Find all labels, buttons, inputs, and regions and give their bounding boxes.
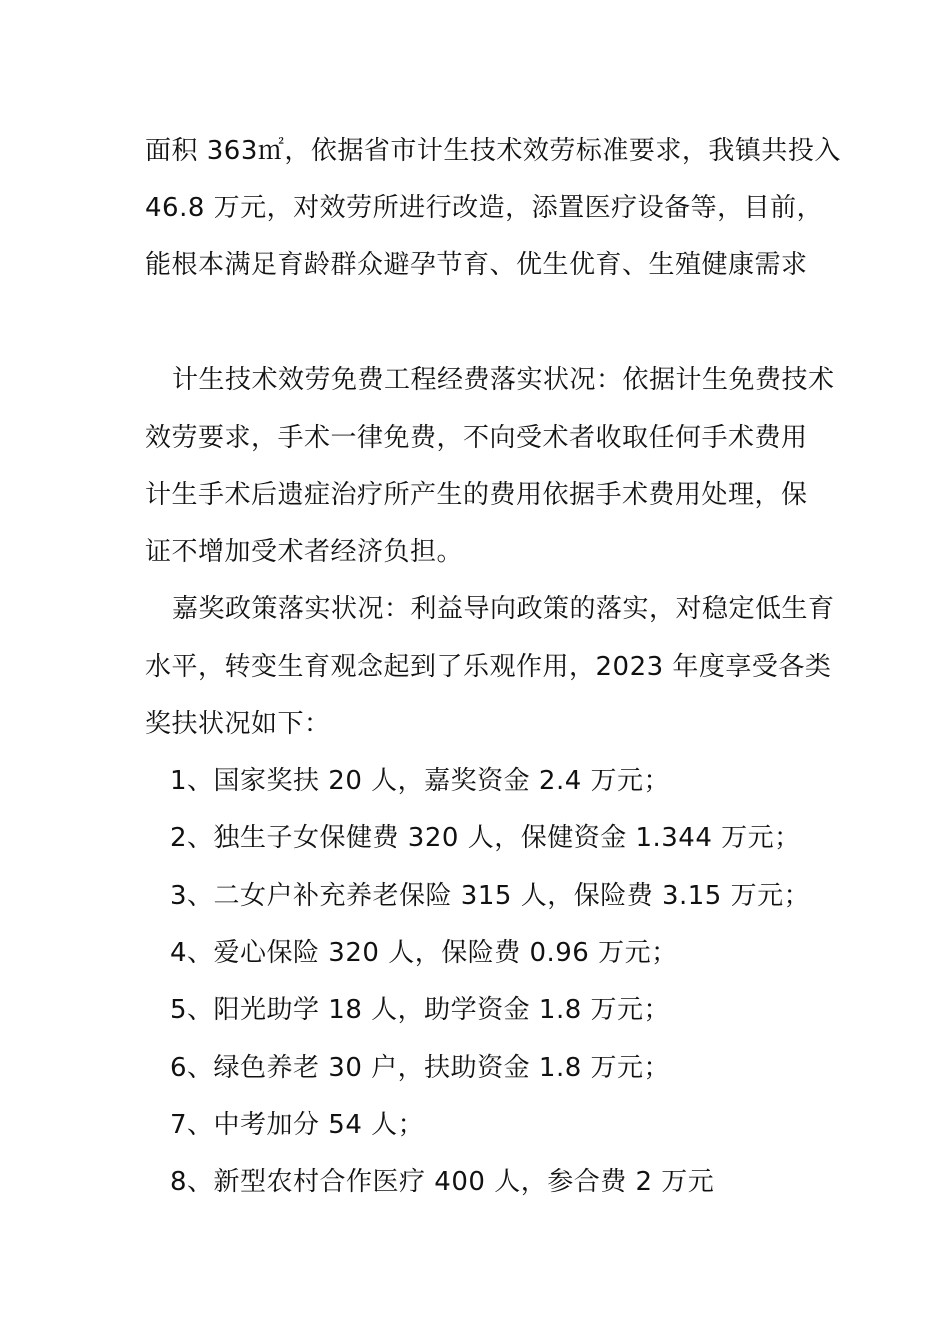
list-item: 3、二女户补充养老保险 315 人，保险费 3.15 万元； [170, 881, 811, 911]
list-item: 1、国家奖扶 20 人，嘉奖资金 2.4 万元； [170, 766, 671, 796]
paragraph-1-line-1: 面积 363㎡，依据省市计生技术效劳标准要求，我镇共投入 [145, 136, 841, 166]
paragraph-1-line-2: 46.8 万元，对效劳所进行改造，添置医疗设备等，目前， [145, 193, 824, 223]
list-item: 7、中考加分 54 人； [170, 1110, 425, 1140]
list-item: 5、阳光助学 18 人，助学资金 1.8 万元； [170, 995, 671, 1025]
paragraph-3-line-1: 嘉奖政策落实状况：利益导向政策的落实，对稳定低生育 [172, 594, 835, 624]
paragraph-3-line-3: 奖扶状况如下： [145, 709, 331, 739]
paragraph-2-line-3: 计生手术后遗症治疗所产生的费用依据手术费用处理，保 [145, 480, 808, 510]
paragraph-2-line-1: 计生技术效劳免费工程经费落实状况：依据计生免费技术 [172, 365, 835, 395]
paragraph-2-line-4: 证不增加受术者经济负担。 [145, 537, 464, 567]
list-item: 8、新型农村合作医疗 400 人，参合费 2 万元 [170, 1167, 715, 1197]
paragraph-3-line-2: 水平，转变生育观念起到了乐观作用，2023 年度享受各类 [145, 652, 832, 682]
paragraph-1-line-3: 能根本满足育龄群众避孕节育、优生优育、生殖健康需求 [145, 250, 808, 280]
list-item: 2、独生子女保健费 320 人，保健资金 1.344 万元； [170, 823, 801, 853]
paragraph-2-line-2: 效劳要求，手术一律免费，不向受术者收取任何手术费用 [145, 423, 808, 453]
list-item: 4、爱心保险 320 人，保险费 0.96 万元； [170, 938, 678, 968]
list-item: 6、绿色养老 30 户，扶助资金 1.8 万元； [170, 1053, 671, 1083]
